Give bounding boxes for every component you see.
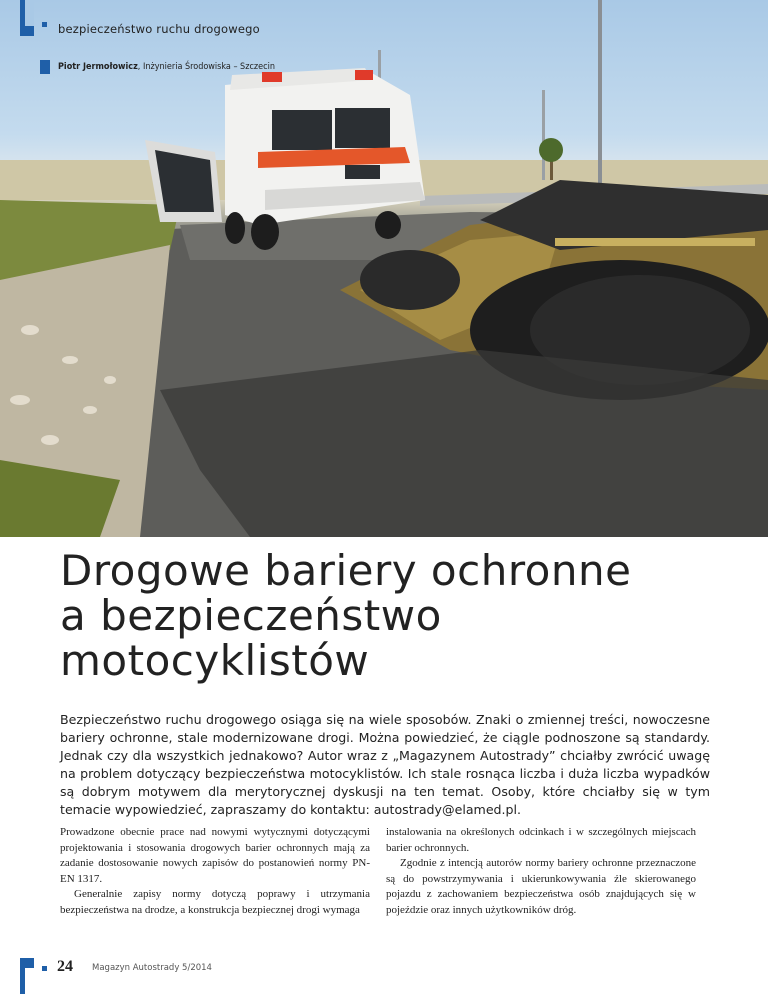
author-name: Piotr Jermołowicz xyxy=(58,62,138,72)
title-line-2: a bezpieczeństwo xyxy=(60,591,442,640)
body-paragraph: Generalnie zapisy normy dotyczą poprawy i utrzymania bezpieczeństwa na drodze, a konstrukcja bezpiecznej drogi wymaga xyxy=(60,888,370,916)
footer-marker xyxy=(20,958,34,994)
article-lead: Bezpieczeństwo ruchu drogowego osiąga się na wiele sposobów. Znaki o zmiennej treści, nowoczesne bariery ochronne, stale modernizowane drogi. Można powiedzieć, że ciągle podnoszone są standardy. Jednak czy dla wszystkich jednakowo? Autor wraz z „Magazynem Autostrady” chciałby zwrócić uwagę na problem dotyczący bezpieczeństwa motocyklistów. Ich stale rosnąca liczba i duża liczba wypadków są dobrym motywem dla merytorycznej dyskusji na ten temat. Osoby, które chciałby się w tym temacie wypowiedzieć, zapraszamy do kontaktu: autostrady@elamed.pl. xyxy=(60,712,710,817)
body-paragraph: Zgodnie z intencją autorów normy bariery ochronne przeznaczone są do powstrzymywania i ukierunkowywania źle skierowanego pojazdu z zachowaniem bezpieczeństwa osób znajdujących się w pojeździe oraz innych użytkowników dróg. xyxy=(386,857,696,916)
magazine-issue: Magazyn Autostrady 5/2014 xyxy=(92,963,212,973)
body-column-left xyxy=(60,825,370,918)
author-marker xyxy=(40,60,50,74)
section-bullet xyxy=(42,22,47,27)
title-line-3: motocyklistów xyxy=(60,636,370,685)
author-affiliation: , Inżynieria Środowiska – Szczecin xyxy=(137,62,275,72)
section-marker xyxy=(20,0,34,36)
article-title xyxy=(60,548,740,683)
title-line-1: Drogowe bariery ochronne xyxy=(60,546,632,595)
section-label: bezpieczeństwo ruchu drogowego xyxy=(58,22,260,36)
body-paragraph: instalowania na określonych odcinkach i w szczególnych miejscach barier ochronnych. xyxy=(386,826,696,854)
body-paragraph: Prowadzone obecnie prace nad nowymi wytycznymi dotyczącymi projektowania i stosowania drogowych barier ochronnych mają za zadanie dostosowanie nowych zapisów do postanowień normy PN-EN 1317. xyxy=(60,826,370,885)
page-number: 24 xyxy=(57,958,73,975)
footer-bullet xyxy=(42,966,47,971)
body-column-right xyxy=(386,825,696,918)
author-byline xyxy=(58,62,275,72)
